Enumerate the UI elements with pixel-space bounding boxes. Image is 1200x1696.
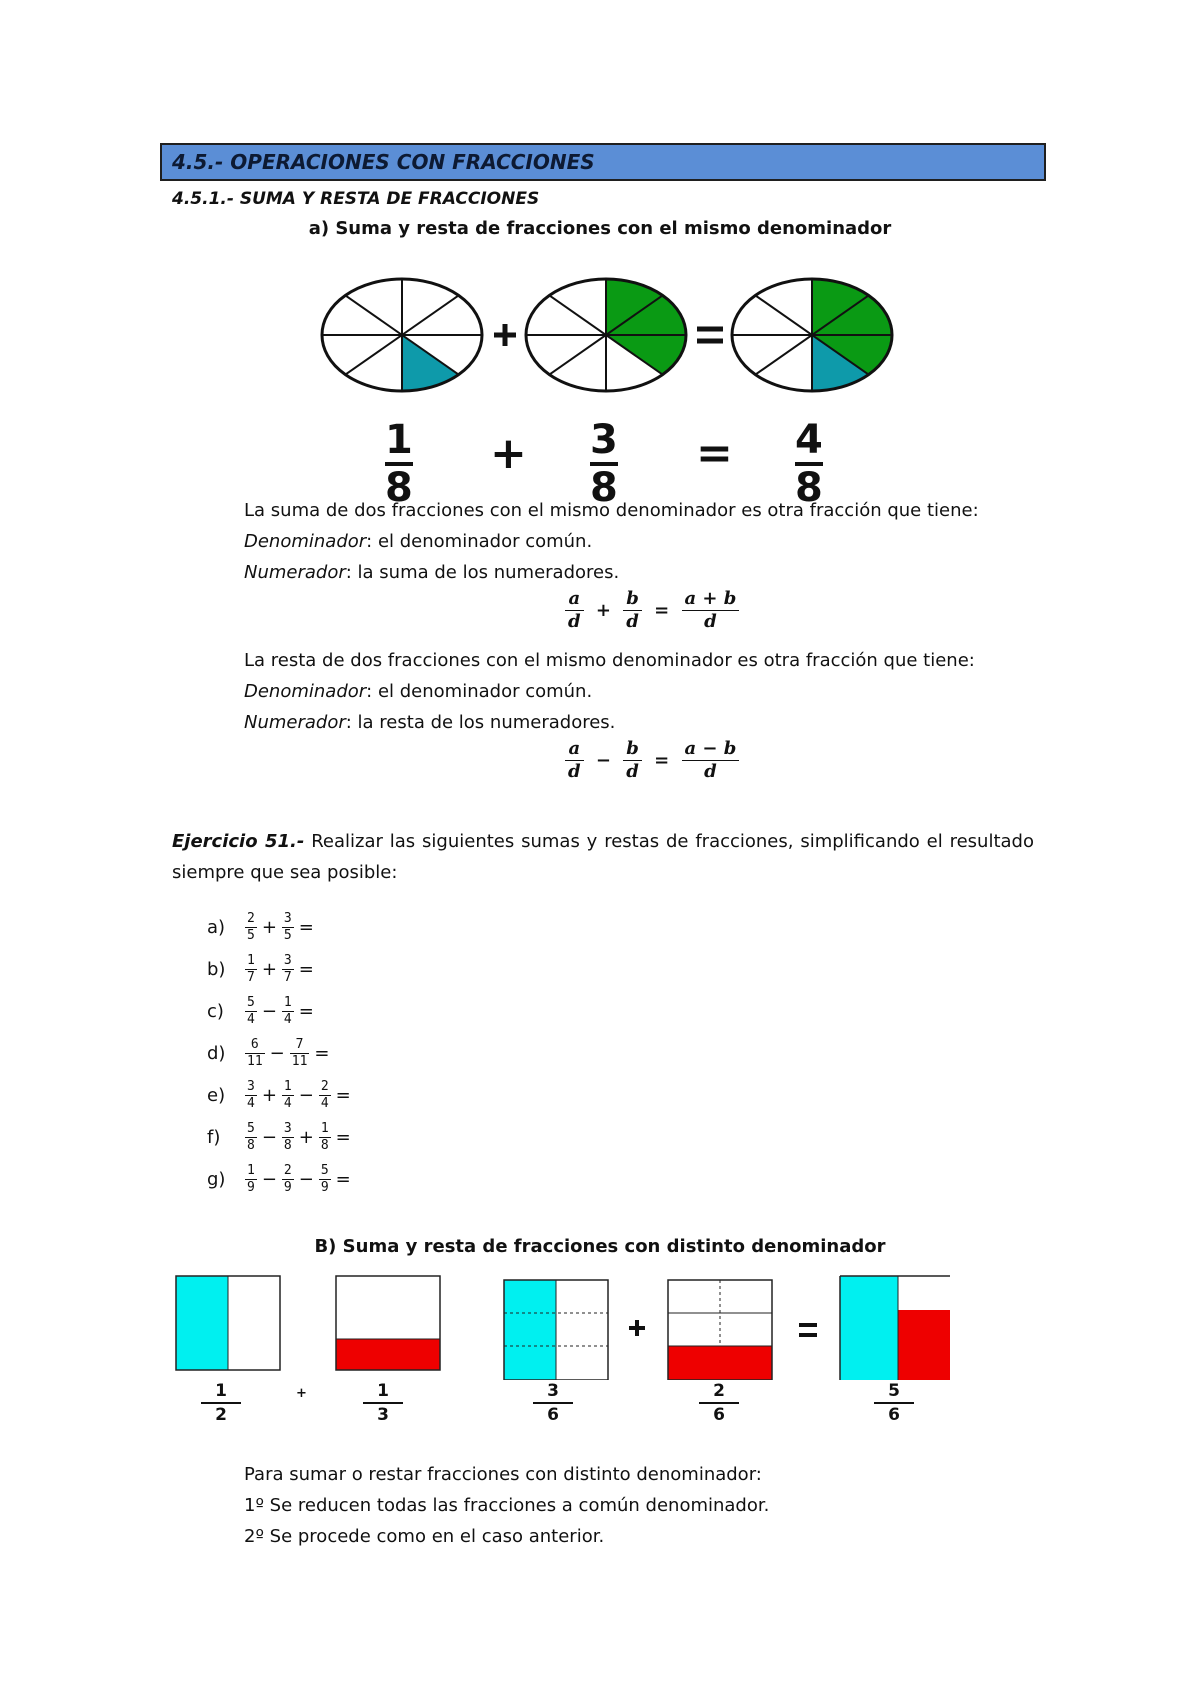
numerator: 3 — [283, 1120, 292, 1136]
numerator: 1 — [377, 1381, 389, 1401]
fraction-bar — [533, 1402, 573, 1404]
denominator: 6 — [713, 1405, 725, 1425]
denominator: d — [704, 761, 717, 782]
denominator-text: : el denominador común. — [366, 681, 593, 702]
pie-one-eighth — [322, 279, 482, 391]
exercise-item — [207, 1032, 333, 1074]
fraction — [319, 1080, 331, 1111]
exercise-item-label: b) — [207, 958, 226, 980]
numerator: b — [626, 738, 639, 759]
equals: = — [298, 916, 314, 938]
numerator: 1 — [385, 417, 413, 463]
pie-fraction-1 — [385, 417, 413, 511]
denominator: 8 — [590, 465, 618, 511]
numerator: 3 — [247, 1078, 255, 1094]
numerator: 3 — [547, 1381, 559, 1401]
equals: = — [335, 1084, 351, 1106]
exercise-item — [207, 1074, 354, 1116]
denominator: 11 — [247, 1053, 263, 1069]
formula-frac-result — [682, 738, 740, 783]
denominator: 9 — [247, 1179, 255, 1195]
equals: = — [335, 1126, 351, 1148]
equals: = — [654, 600, 670, 621]
rect-fraction-4 — [699, 1382, 739, 1424]
pie-fraction-3 — [795, 417, 823, 511]
fraction — [319, 1122, 331, 1153]
diff-rule-denominator — [244, 682, 592, 702]
denominator: 6 — [547, 1405, 559, 1425]
part-a-heading: a) Suma y resta de fracciones con el mismo denominador — [308, 218, 892, 239]
numerator: 3 — [283, 910, 292, 926]
numerator: a − b — [684, 738, 737, 759]
rect-fraction-1 — [201, 1382, 241, 1424]
operator: − — [595, 750, 611, 771]
denominator: d — [568, 611, 581, 632]
numerator-text: : la suma de los numeradores. — [345, 562, 620, 583]
denominator: d — [626, 611, 639, 632]
denominator: 9 — [283, 1179, 292, 1195]
denominator: 4 — [247, 1011, 255, 1027]
denominator: d — [626, 761, 639, 782]
numerator: 1 — [283, 994, 292, 1010]
equals-sign: = — [696, 428, 733, 479]
pie-fractions-illustration — [300, 265, 910, 405]
equals: = — [314, 1042, 330, 1064]
denominator: 7 — [283, 969, 292, 985]
subsection-title: 4.5.1.- SUMA Y RESTA DE FRACCIONES — [172, 189, 540, 209]
exercise-item — [207, 948, 317, 990]
numerator: 7 — [295, 1036, 304, 1052]
denominator: 9 — [320, 1179, 329, 1195]
diff-rule-intro: La resta de dos fracciones con el mismo denominador es otra fracción que tiene: — [244, 650, 975, 671]
section-title: 4.5.- OPERACIONES CON FRACCIONES — [172, 150, 595, 174]
denominator: d — [568, 761, 581, 782]
exercise-item — [207, 1158, 354, 1200]
fraction — [282, 1164, 294, 1195]
sum-rule-intro: La suma de dos fracciones con el mismo denominador es otra fracción que tiene: — [244, 500, 979, 521]
fraction — [290, 1038, 310, 1069]
fraction-bar — [201, 1402, 241, 1404]
exercise-item-label: c) — [207, 1000, 224, 1022]
denominator: 4 — [247, 1095, 255, 1111]
exercise-item — [207, 906, 317, 948]
fraction — [319, 1164, 331, 1195]
numerator: a + b — [684, 588, 737, 609]
fraction — [282, 1080, 294, 1111]
denominator: 6 — [888, 1405, 900, 1425]
numerator: 2 — [713, 1381, 725, 1401]
equals: = — [654, 750, 670, 771]
fraction — [245, 954, 257, 985]
exercise-statement — [172, 826, 1034, 888]
rect-two-sixths — [668, 1280, 772, 1380]
rect-five-sixths — [840, 1276, 950, 1380]
operator: − — [269, 1042, 285, 1064]
numerator: a — [568, 738, 581, 759]
operator: + — [298, 1126, 314, 1148]
sum-rule-denominator — [244, 532, 592, 552]
numerator: 4 — [795, 417, 823, 463]
exercise-item — [207, 1116, 354, 1158]
denominator: 4 — [283, 1095, 292, 1111]
numerator: 5 — [320, 1162, 329, 1178]
pie-slice-teal — [402, 335, 459, 391]
denominator: 8 — [795, 465, 823, 511]
denominator-label: Denominador — [244, 531, 367, 552]
numerator: 5 — [247, 1120, 255, 1136]
operator: − — [261, 1168, 277, 1190]
pie-three-eighths — [526, 279, 686, 391]
numerator: 1 — [247, 952, 255, 968]
denominator: d — [704, 611, 717, 632]
fraction — [245, 1164, 257, 1195]
exercise-item-label: a) — [207, 916, 226, 938]
part-b-heading: B) Suma y resta de fracciones con distinto denominador — [314, 1236, 886, 1257]
diff-formula — [563, 738, 741, 783]
fraction — [282, 954, 294, 985]
numerator: a — [568, 588, 581, 609]
numerator: 6 — [250, 1036, 259, 1052]
fraction — [245, 996, 257, 1027]
formula-frac-b — [623, 588, 642, 633]
numerator: b — [626, 588, 639, 609]
steps-intro: Para sumar o restar fracciones con distinto denominador: — [244, 1464, 762, 1485]
pie-equals-sign — [697, 329, 723, 341]
rect-three-sixths — [504, 1280, 608, 1380]
denominator: 8 — [385, 465, 413, 511]
numerator: 1 — [283, 1078, 292, 1094]
exercise-item-label: d) — [207, 1042, 226, 1064]
denominator: 5 — [247, 927, 255, 943]
numerator: 2 — [320, 1078, 329, 1094]
plus-sign: + — [490, 428, 527, 479]
equals: = — [298, 958, 314, 980]
denominator: 4 — [320, 1095, 329, 1111]
numerator: 1 — [215, 1381, 227, 1401]
section-title-banner — [160, 143, 1046, 181]
numerator: 3 — [283, 952, 292, 968]
denominator-label: Denominador — [244, 681, 367, 702]
formula-frac-a — [565, 738, 584, 783]
rectangle-fractions-illustration — [170, 1270, 970, 1380]
operator: + — [261, 916, 277, 938]
fraction-bar — [874, 1402, 914, 1404]
pie-plus-sign — [494, 324, 516, 346]
rect-one-half — [176, 1276, 280, 1370]
numerator-label: Numerador — [244, 712, 346, 733]
numerator: 2 — [283, 1162, 292, 1178]
exercise-item — [207, 990, 317, 1032]
exercise-text: Realizar las siguientes sumas y restas de fracciones, simplificando el resultado siempre que sea posible: — [172, 831, 1034, 883]
denominator-text: : el denominador común. — [366, 531, 593, 552]
fraction — [282, 996, 294, 1027]
formula-frac-result — [682, 588, 740, 633]
denominator: 8 — [320, 1137, 329, 1153]
sum-formula — [563, 588, 741, 633]
rect-fraction-2 — [363, 1382, 403, 1424]
operator: + — [261, 958, 277, 980]
numerator: 5 — [247, 994, 255, 1010]
rect-one-third — [336, 1276, 440, 1370]
equals: = — [298, 1000, 314, 1022]
rect-equals-sign — [799, 1325, 817, 1335]
fraction — [245, 1038, 265, 1069]
pie-four-eighths — [732, 279, 892, 391]
formula-frac-a — [565, 588, 584, 633]
numerator: 5 — [888, 1381, 900, 1401]
exercise-label: Ejercicio 51.- — [172, 831, 305, 852]
fraction — [282, 1122, 294, 1153]
numerator: 1 — [247, 1162, 255, 1178]
denominator: 3 — [377, 1405, 389, 1425]
numerator: 3 — [590, 417, 618, 463]
denominator: 8 — [283, 1137, 292, 1153]
fraction — [245, 1122, 257, 1153]
equals: = — [335, 1168, 351, 1190]
denominator: 4 — [283, 1011, 292, 1027]
operator: − — [261, 1126, 277, 1148]
rect-fraction-5 — [874, 1382, 914, 1424]
denominator: 2 — [215, 1405, 227, 1425]
fraction — [245, 1080, 257, 1111]
denominator: 5 — [283, 927, 292, 943]
operator: + — [595, 600, 611, 621]
rect-fraction-3 — [533, 1382, 573, 1424]
numerator-text: : la resta de los numeradores. — [345, 712, 616, 733]
fraction-bar — [699, 1402, 739, 1404]
fraction-bar — [363, 1402, 403, 1404]
sum-rule-numerator — [244, 563, 619, 583]
operator: − — [261, 1000, 277, 1022]
fraction — [282, 912, 294, 943]
diff-rule-numerator — [244, 713, 615, 733]
pie-fraction-2 — [590, 417, 618, 511]
step-2: 2º Se procede como en el caso anterior. — [244, 1526, 605, 1547]
exercise-item-label: g) — [207, 1168, 226, 1190]
denominator: 11 — [291, 1053, 308, 1069]
numerator-label: Numerador — [244, 562, 346, 583]
exercise-item-label: f) — [207, 1126, 221, 1148]
small-plus-sign: + — [296, 1386, 307, 1401]
denominator: 7 — [247, 969, 255, 985]
operator: − — [298, 1084, 314, 1106]
numerator: 2 — [247, 910, 255, 926]
exercise-item-label: e) — [207, 1084, 226, 1106]
step-1: 1º Se reducen todas las fracciones a común denominador. — [244, 1495, 770, 1516]
operator: − — [298, 1168, 314, 1190]
numerator: 1 — [320, 1120, 329, 1136]
formula-frac-b — [623, 738, 642, 783]
fraction — [245, 912, 257, 943]
operator: + — [261, 1084, 277, 1106]
denominator: 8 — [247, 1137, 255, 1153]
rect-plus-sign — [629, 1320, 645, 1336]
